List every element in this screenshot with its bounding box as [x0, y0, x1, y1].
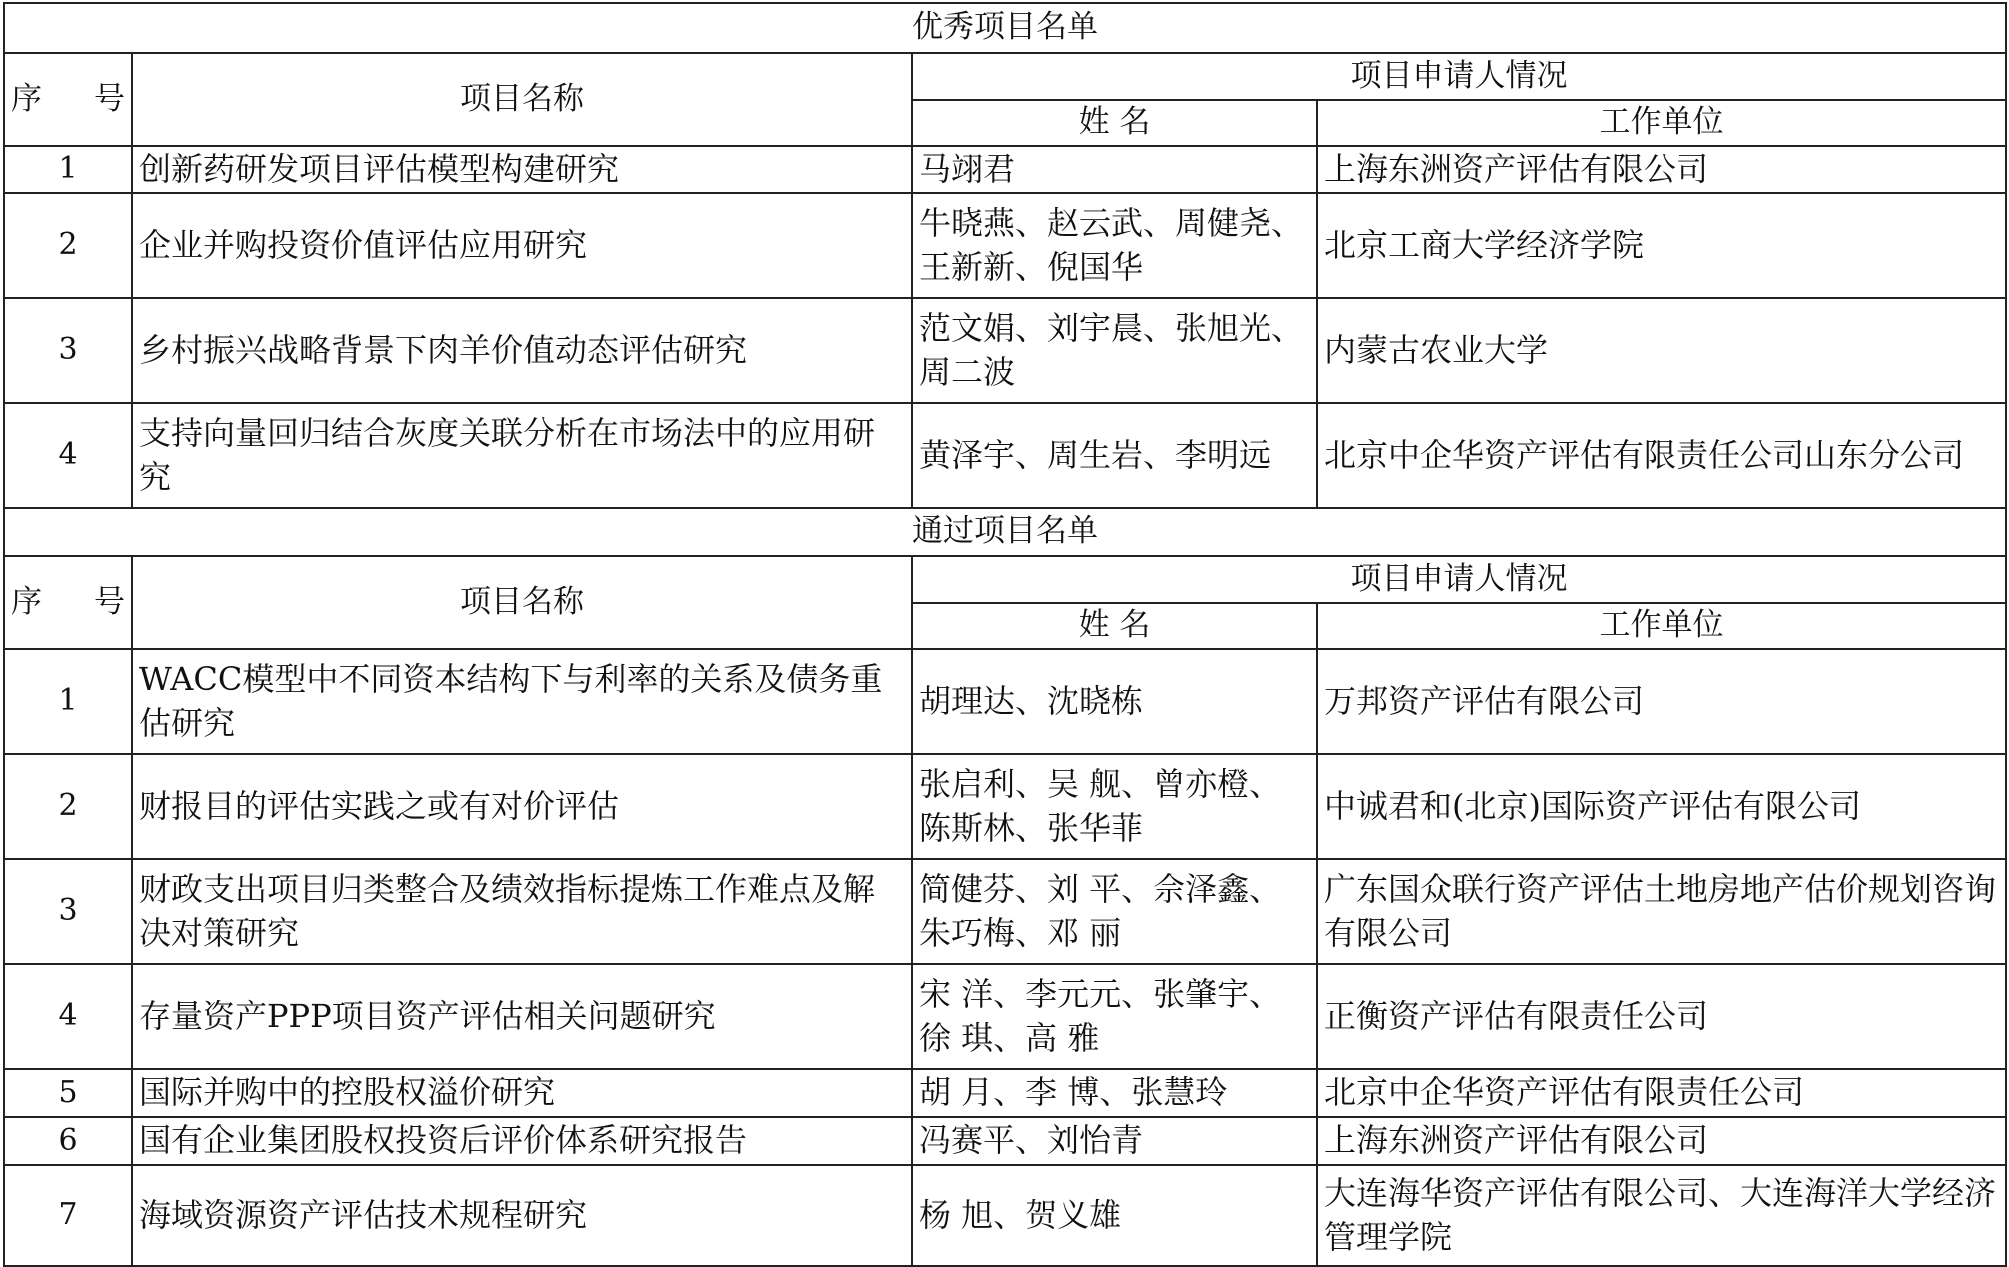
row-project: 国有企业集团股权投资后评价体系研究报告: [132, 1117, 912, 1165]
row-unit: 北京工商大学经济学院: [1317, 193, 2006, 298]
excellent-title-row: [4, 3, 2006, 53]
row-names: 宋 洋、李元元、张肇宇、徐 琪、高 雅: [912, 964, 1317, 1069]
excellent-project-header: 项目名称: [132, 53, 912, 146]
row-seq: 4: [4, 964, 132, 1069]
row-unit: 上海东洲资产评估有限公司: [1317, 1117, 2006, 1165]
passed-unit-header: 工作单位: [1317, 603, 2006, 649]
row-seq: 1: [4, 146, 132, 193]
table-row: [4, 193, 2006, 298]
table-row: [4, 649, 2006, 754]
passed-applicant-header: 项目申请人情况: [912, 556, 2006, 603]
row-seq: 3: [4, 298, 132, 403]
row-project: 财报目的评估实践之或有对价评估: [132, 754, 912, 859]
row-seq: 4: [4, 403, 132, 508]
passed-title-row: [4, 508, 2006, 556]
excellent-unit-header: 工作单位: [1317, 100, 2006, 146]
row-seq: 2: [4, 754, 132, 859]
table-row: [4, 403, 2006, 508]
passed-section-title: 通过项目名单: [4, 508, 2006, 556]
excellent-header-row: [4, 53, 2006, 100]
row-unit: 内蒙古农业大学: [1317, 298, 2006, 403]
row-unit: 北京中企华资产评估有限责任公司: [1317, 1069, 2006, 1117]
row-names: 马翊君: [912, 146, 1317, 193]
row-project: 海域资源资产评估技术规程研究: [132, 1165, 912, 1266]
row-seq: 3: [4, 859, 132, 964]
row-project: 财政支出项目归类整合及绩效指标提炼工作难点及解决对策研究: [132, 859, 912, 964]
passed-name-header: 姓 名: [912, 603, 1317, 649]
row-unit: 上海东洲资产评估有限公司: [1317, 146, 2006, 193]
row-names: 张启利、吴 舰、曾亦橙、陈斯林、张华菲: [912, 754, 1317, 859]
excellent-seq-header: 序 号: [4, 53, 132, 146]
row-seq: 6: [4, 1117, 132, 1165]
table-row: [4, 859, 2006, 964]
passed-project-header: 项目名称: [132, 556, 912, 649]
row-project: 国际并购中的控股权溢价研究: [132, 1069, 912, 1117]
row-names: 范文娟、刘宇晨、张旭光、周二波: [912, 298, 1317, 403]
row-names: 胡理达、沈晓栋: [912, 649, 1317, 754]
row-unit: 大连海华资产评估有限公司、大连海洋大学经济管理学院: [1317, 1165, 2006, 1266]
row-unit: 万邦资产评估有限公司: [1317, 649, 2006, 754]
row-project: WACC模型中不同资本结构下与利率的关系及债务重估研究: [132, 649, 912, 754]
row-seq: 7: [4, 1165, 132, 1266]
table-row: [4, 1117, 2006, 1165]
row-names: 冯赛平、刘怡青: [912, 1117, 1317, 1165]
row-names: 简健芬、刘 平、佘泽鑫、朱巧梅、邓 丽: [912, 859, 1317, 964]
row-project: 乡村振兴战略背景下肉羊价值动态评估研究: [132, 298, 912, 403]
row-project: 企业并购投资价值评估应用研究: [132, 193, 912, 298]
table-row: [4, 1165, 2006, 1266]
row-project: 创新药研发项目评估模型构建研究: [132, 146, 912, 193]
excellent-applicant-header: 项目申请人情况: [912, 53, 2006, 100]
row-unit: 广东国众联行资产评估土地房地产估价规划咨询有限公司: [1317, 859, 2006, 964]
row-project: 存量资产PPP项目资产评估相关问题研究: [132, 964, 912, 1069]
row-project: 支持向量回归结合灰度关联分析在市场法中的应用研究: [132, 403, 912, 508]
row-seq: 1: [4, 649, 132, 754]
project-list-table: [3, 2, 2007, 1267]
table-row: [4, 754, 2006, 859]
row-unit: 正衡资产评估有限责任公司: [1317, 964, 2006, 1069]
table-row: [4, 1069, 2006, 1117]
row-names: 杨 旭、贺义雄: [912, 1165, 1317, 1266]
row-names: 黄泽宇、周生岩、李明远: [912, 403, 1317, 508]
row-names: 牛晓燕、赵云武、周健尧、王新新、倪国华: [912, 193, 1317, 298]
table-row: [4, 298, 2006, 403]
excellent-section-title: 优秀项目名单: [4, 3, 2006, 53]
table-row: [4, 146, 2006, 193]
passed-seq-header: 序 号: [4, 556, 132, 649]
row-unit: 中诚君和(北京)国际资产评估有限公司: [1317, 754, 2006, 859]
row-unit: 北京中企华资产评估有限责任公司山东分公司: [1317, 403, 2006, 508]
row-seq: 2: [4, 193, 132, 298]
excellent-name-header: 姓 名: [912, 100, 1317, 146]
row-names: 胡 月、李 博、张慧玲: [912, 1069, 1317, 1117]
table-row: [4, 964, 2006, 1069]
row-seq: 5: [4, 1069, 132, 1117]
passed-header-row: [4, 556, 2006, 603]
